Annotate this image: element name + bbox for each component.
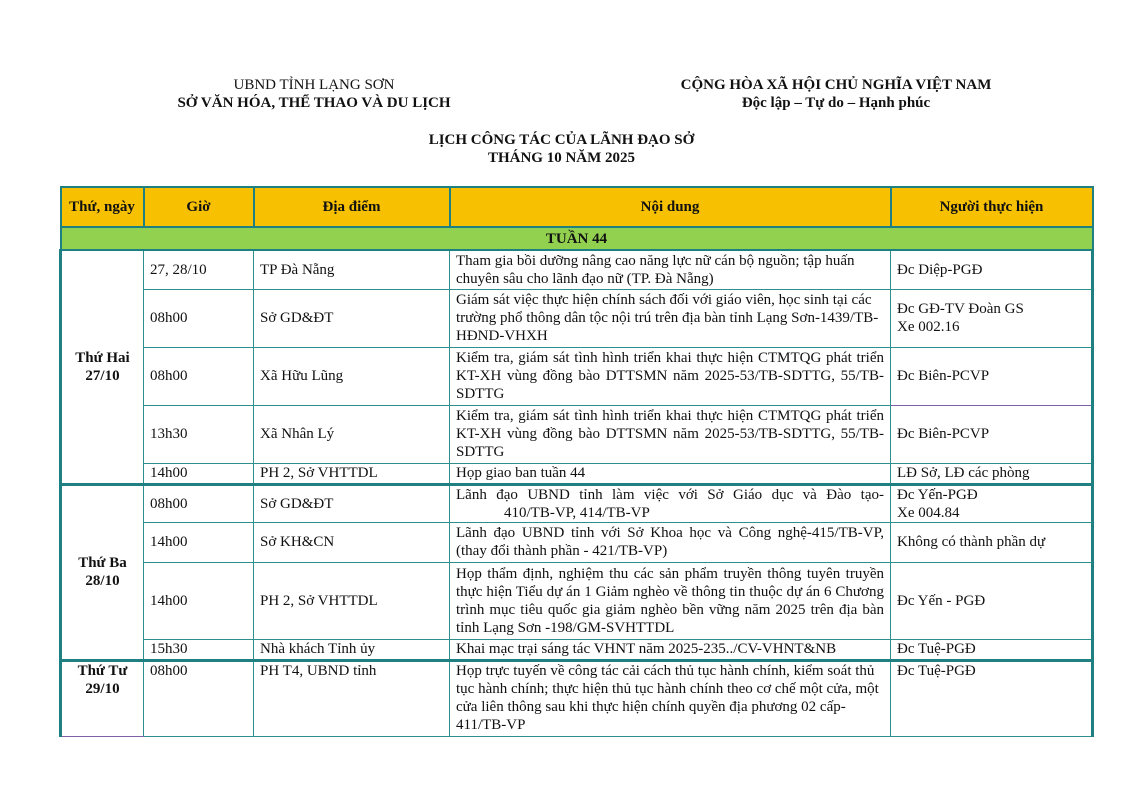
national-motto: Độc lập – Tự do – Hạnh phúc — [741, 95, 931, 111]
time-cell: 08h00 — [144, 347, 254, 405]
place-cell: Sở GD&ĐT — [254, 289, 450, 347]
table-row — [61, 289, 1093, 347]
table-row — [61, 463, 1093, 484]
col-header-time: Giờ — [144, 187, 254, 227]
person-cell — [891, 289, 1093, 347]
vehicle-number: Xe 002.16 — [897, 319, 960, 335]
time-cell: 27, 28/10 — [144, 250, 254, 289]
issuer-department: SỞ VĂN HÓA, THỂ THAO VÀ DU LỊCH — [177, 95, 451, 111]
person-cell: Đc Biên-PCVP — [891, 347, 1093, 405]
time-cell: 14h00 — [144, 562, 254, 639]
table-row — [61, 405, 1093, 463]
time-cell: 08h00 — [144, 660, 254, 736]
place-cell: PH T4, UBND tỉnh — [254, 660, 450, 736]
content-cell: Kiểm tra, giám sát tình hình triển khai thực hiện CTMTQG phát triển KT-XH vùng đồng bào DTTSMN năm 2025-53/TB-SDTTG, 55/TB-SDTTG — [450, 347, 891, 405]
person-name: Đc Yến-PGĐ — [897, 486, 978, 503]
content-cell: Họp thẩm định, nghiệm thu các sản phẩm truyền thông tuyên truyền thực hiện Tiểu dự án 1 Giảm nghèo về thông tin thuộc dự án 6 Chương trình mục tiêu quốc gia giảm nghèo bền vững năm 2025 trên địa bàn tỉnh Lạng Sơn -198/GM-SVHTTDL — [450, 562, 891, 639]
content-cell: Họp trực tuyến về công tác cải cách thủ tục hành chính, kiểm soát thủ tục hành chính; thực hiện thủ tục hành chính theo cơ chế một cửa, một cửa liên thông sau khi thực hiện chính quyền địa phương 02 cấp-411/TB-VP — [450, 660, 891, 736]
time-cell: 08h00 — [144, 484, 254, 522]
place-cell: Nhà khách Tỉnh ủy — [254, 639, 450, 660]
person-cell: LĐ Sở, LĐ các phòng — [891, 463, 1093, 484]
table-header-row — [61, 187, 1093, 227]
content-cell: Họp giao ban tuần 44 — [450, 463, 891, 484]
vehicle-number: Xe 004.84 — [897, 504, 960, 521]
week-row — [61, 227, 1093, 250]
day-date: 28/10 — [85, 573, 120, 589]
issuer-province: UBND TỈNH LẠNG SƠN — [233, 77, 395, 93]
table-row — [61, 250, 1093, 289]
person-cell: Đc Tuệ-PGĐ — [891, 660, 1093, 736]
col-header-person: Người thực hiện — [891, 187, 1093, 227]
place-cell: Sở KH&CN — [254, 522, 450, 562]
content-line-2: 410/TB-VP, 414/TB-VP — [504, 504, 650, 521]
place-cell: TP Đà Nẵng — [254, 250, 450, 289]
time-cell: 08h00 — [144, 289, 254, 347]
table-row — [61, 562, 1093, 639]
table-row — [61, 347, 1093, 405]
content-line-1: Lãnh đạo UBND tỉnh làm việc với Sở Giáo dục và Đào tạo- — [456, 486, 884, 503]
person-name: Đc GĐ-TV Đoàn GS — [897, 301, 1024, 317]
day-date: 27/10 — [85, 367, 120, 384]
national-name: CỘNG HÒA XÃ HỘI CHỦ NGHĨA VIỆT NAM — [680, 77, 992, 93]
title-line-1: LỊCH CÔNG TÁC CỦA LÃNH ĐẠO SỞ — [428, 132, 695, 148]
time-cell: 14h00 — [144, 463, 254, 484]
schedule-table — [59, 186, 1094, 737]
time-cell: 13h30 — [144, 405, 254, 463]
content-cell: Kiểm tra, giám sát tình hình triển khai thực hiện CTMTQG phát triển KT-XH vùng đồng bào DTTSMN năm 2025-53/TB-SDTTG, 55/TB-SDTTG — [450, 405, 891, 463]
place-cell: Xã Hữu Lũng — [254, 347, 450, 405]
content-cell — [450, 484, 891, 522]
document-title — [0, 131, 1123, 167]
person-cell: Đc Biên-PCVP — [891, 405, 1093, 463]
content-cell: Giám sát việc thực hiện chính sách đối với giáo viên, học sinh tại các trường phổ thông dân tộc nội trú trên địa bàn tỉnh Lạng Sơn-1439/TB-HĐND-VHXH — [450, 289, 891, 347]
person-cell: Không có thành phần dự — [891, 522, 1093, 562]
title-line-2: THÁNG 10 NĂM 2025 — [487, 150, 636, 166]
place-cell: Xã Nhân Lý — [254, 405, 450, 463]
table-row — [61, 639, 1093, 660]
day-name: Thứ Tư — [77, 662, 128, 679]
place-cell: Sở GD&ĐT — [254, 484, 450, 522]
day-cell-monday — [61, 250, 144, 484]
content-cell: Khai mạc trại sáng tác VHNT năm 2025-235../CV-VHNT&NB — [450, 639, 891, 660]
person-cell: Đc Tuệ-PGĐ — [891, 639, 1093, 660]
col-header-day: Thứ, ngày — [61, 187, 144, 227]
day-name: Thứ Ba — [78, 555, 127, 571]
col-header-place: Địa điểm — [254, 187, 450, 227]
person-cell: Đc Diệp-PGĐ — [891, 250, 1093, 289]
table-row — [61, 660, 1093, 736]
col-header-content: Nội dung — [450, 187, 891, 227]
place-cell: PH 2, Sở VHTTDL — [254, 562, 450, 639]
table-row — [61, 484, 1093, 522]
time-cell: 14h00 — [144, 522, 254, 562]
table-row — [61, 522, 1093, 562]
national-header — [640, 76, 1032, 112]
week-label: TUẦN 44 — [61, 227, 1093, 250]
day-date: 29/10 — [85, 680, 120, 697]
time-cell: 15h30 — [144, 639, 254, 660]
issuer-header — [158, 76, 470, 112]
content-cell: Lãnh đạo UBND tỉnh với Sở Khoa học và Công nghệ-415/TB-VP, (thay đổi thành phần - 421/TB-VP) — [450, 522, 891, 562]
day-cell-wednesday — [61, 660, 144, 736]
day-name: Thứ Hai — [75, 349, 130, 366]
person-cell — [891, 484, 1093, 522]
day-cell-tuesday — [61, 484, 144, 660]
content-cell: Tham gia bồi dưỡng nâng cao năng lực nữ cán bộ nguồn; tập huấn chuyên sâu cho lãnh đạo nữ (TP. Đà Nẵng) — [450, 250, 891, 289]
place-cell: PH 2, Sở VHTTDL — [254, 463, 450, 484]
person-cell: Đc Yến - PGĐ — [891, 562, 1093, 639]
